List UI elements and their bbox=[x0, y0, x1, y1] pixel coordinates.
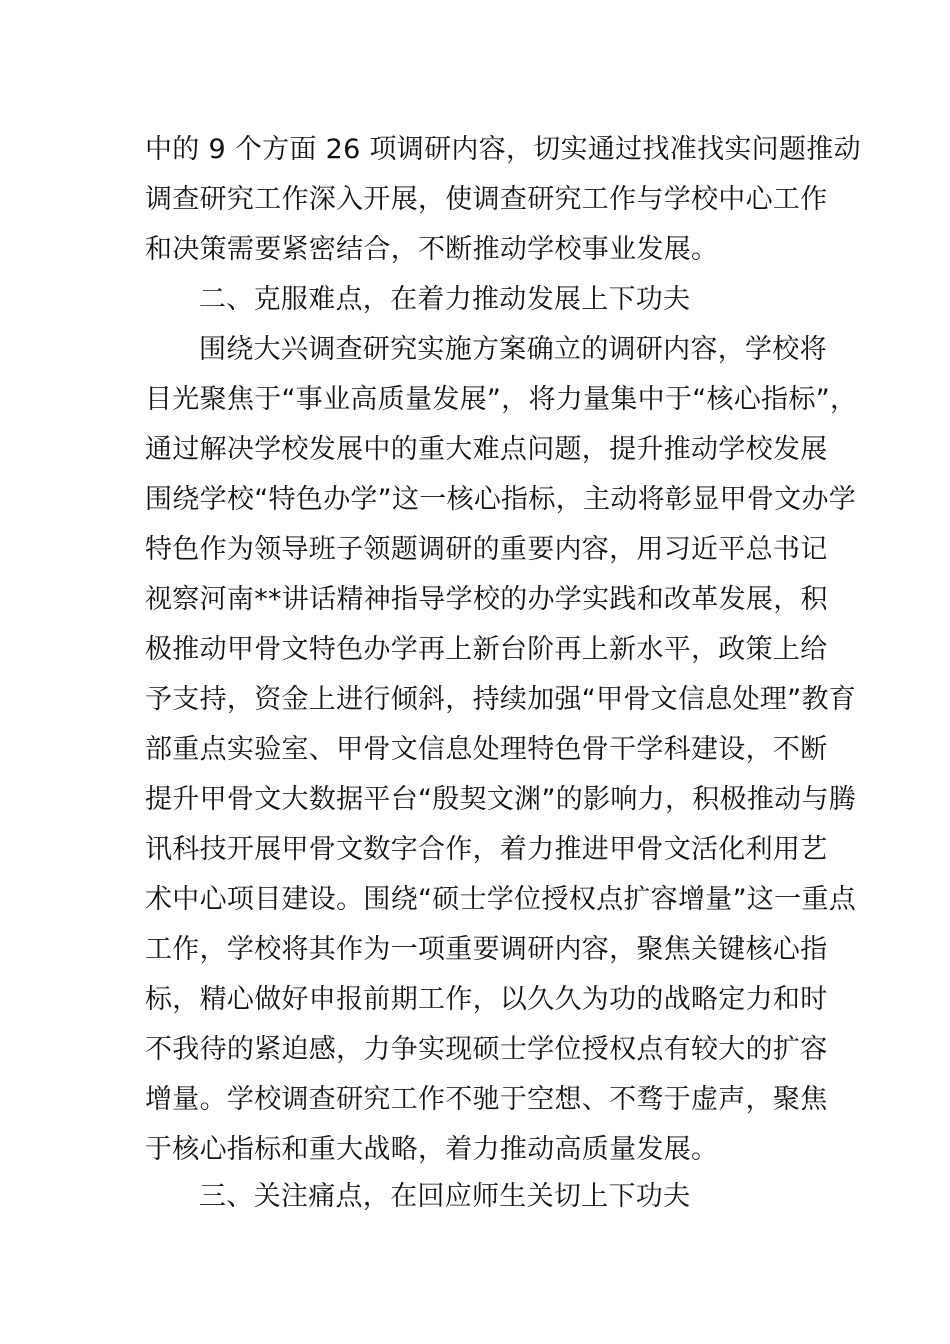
heading-text: 二、克服难点，在着力推动发展上下功夫 bbox=[199, 284, 691, 315]
paragraph-line: 部重点实验室、甲骨文信息处理特色骨干学科建设，不断 bbox=[145, 734, 828, 765]
paragraph-line: 增量。学校调查研究工作不驰于空想、不骛于虚声，聚焦 bbox=[145, 1084, 828, 1115]
paragraph-line: 围绕学校“特色办学”这一核心指标，主动将彰显甲骨文办学 bbox=[145, 484, 857, 515]
paragraph-line: 术中心项目建设。围绕“硕士学位授权点扩容增量”这一重点 bbox=[145, 884, 857, 915]
paragraph-line: 视察河南**讲话精神指导学校的办学实践和改革发展，积 bbox=[145, 584, 828, 615]
paragraph-line: 工作，学校将其作为一项重要调研内容，聚焦关键核心指 bbox=[145, 934, 828, 965]
paragraph-line: 提升甲骨文大数据平台“殷契文渊”的影响力，积极推动与腾 bbox=[145, 784, 857, 815]
section-heading-3 bbox=[145, 1172, 810, 1222]
paragraph-2 bbox=[145, 325, 858, 1175]
paragraph-line: 予支持，资金上进行倾斜，持续加强“甲骨文信息处理”教育 bbox=[145, 684, 857, 715]
section-heading-2 bbox=[145, 275, 810, 325]
paragraph-1 bbox=[145, 125, 861, 275]
paragraph-line: 讯科技开展甲骨文数字合作，着力推进甲骨文活化利用艺 bbox=[145, 834, 828, 865]
paragraph-line: 极推动甲骨文特色办学再上新台阶再上新水平，政策上给 bbox=[145, 634, 828, 665]
paragraph-line: 调查研究工作深入开展，使调查研究工作与学校中心工作 bbox=[145, 184, 828, 215]
paragraph-line: 不我待的紧迫感，力争实现硕士学位授权点有较大的扩容 bbox=[145, 1034, 828, 1065]
paragraph-line: 中的 9 个方面 26 项调研内容，切实通过找准找实问题推动 bbox=[145, 134, 861, 165]
paragraph-line: 围绕大兴调查研究实施方案确立的调研内容，学校将 bbox=[199, 334, 827, 365]
heading-text: 三、关注痛点，在回应师生关切上下功夫 bbox=[199, 1181, 691, 1212]
paragraph-line: 特色作为领导班子领题调研的重要内容，用习近平总书记 bbox=[145, 534, 828, 565]
paragraph-line: 通过解决学校发展中的重大难点问题，提升推动学校发展 bbox=[145, 434, 828, 465]
paragraph-line: 目光聚焦于“事业高质量发展”，将力量集中于“核心指标”， bbox=[145, 384, 858, 415]
paragraph-line: 于核心指标和重大战略，着力推动高质量发展。 bbox=[145, 1134, 719, 1165]
paragraph-line: 和决策需要紧密结合，不断推动学校事业发展。 bbox=[145, 234, 719, 265]
paragraph-line: 标，精心做好申报前期工作，以久久为功的战略定力和时 bbox=[145, 984, 828, 1015]
